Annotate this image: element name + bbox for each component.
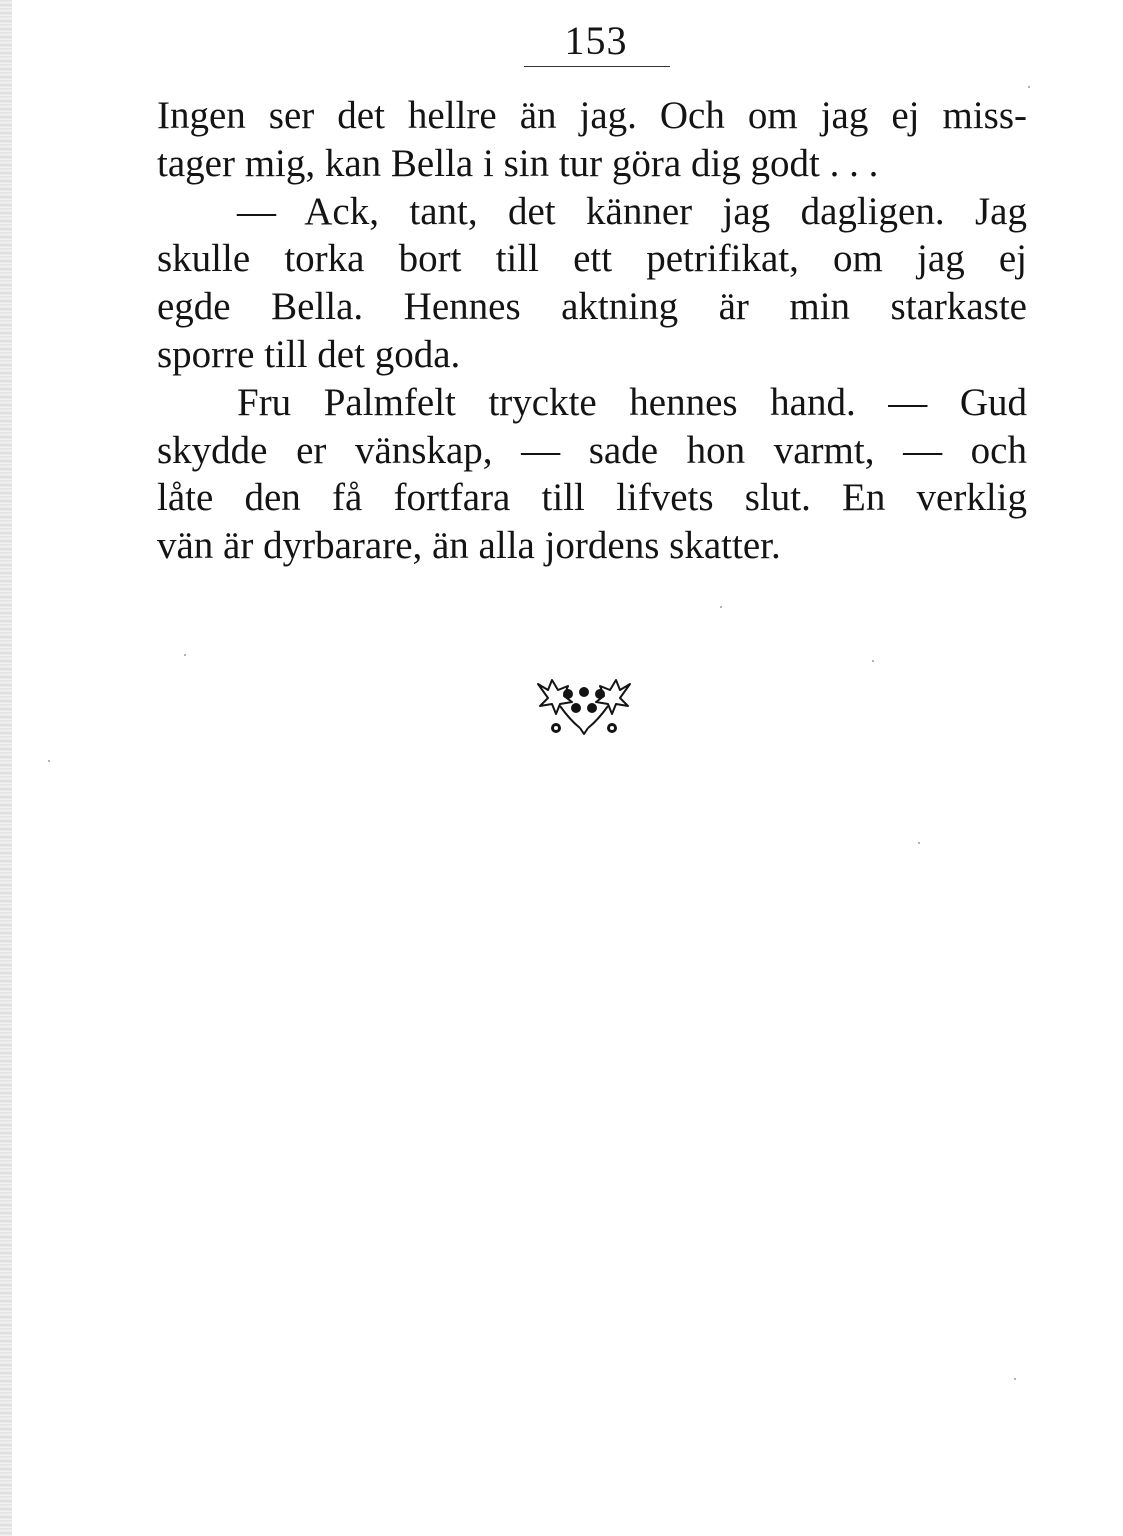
paragraph-1 — [157, 92, 1027, 188]
text-line: — Ack, tant, det känner jag dagligen. Jag — [237, 189, 1027, 233]
text-line: skulle torka bort till ett petrifikat, om jag ej — [157, 237, 1027, 281]
paper-speck — [1028, 86, 1030, 88]
text-line: vän är dyrbarare, än alla jordens skatter. — [157, 524, 781, 568]
body-text — [157, 92, 1027, 570]
text-line: tager mig, kan Bella i sin tur göra dig godt . . . — [157, 141, 879, 185]
paper-speck — [1014, 1378, 1016, 1380]
paper-speck — [720, 606, 722, 608]
paper-speck — [48, 760, 50, 762]
page-edge-shadow — [0, 0, 12, 1536]
page-number-rule — [524, 66, 670, 67]
text-line: låte den få fortfara till lifvets slut. En verklig — [157, 476, 1027, 520]
paper-speck — [872, 660, 874, 662]
text-line: skydde er vänskap, — sade hon varmt, — och — [157, 428, 1027, 472]
text-line: Ingen ser det hellre än jag. Och om jag ej miss- — [157, 94, 1027, 137]
paragraph-2 — [157, 188, 1027, 379]
paper-speck — [184, 654, 186, 656]
floral-vignette-icon — [534, 676, 634, 738]
paper-speck — [918, 842, 920, 844]
paragraph-3 — [157, 379, 1027, 570]
text-line: egde Bella. Hennes aktning är min starkaste — [157, 285, 1027, 329]
text-line: sporre till det goda. — [157, 332, 461, 376]
page-number: 153 — [564, 18, 628, 63]
text-line: Fru Palmfelt tryckte hennes hand. — Gud — [237, 380, 1027, 424]
